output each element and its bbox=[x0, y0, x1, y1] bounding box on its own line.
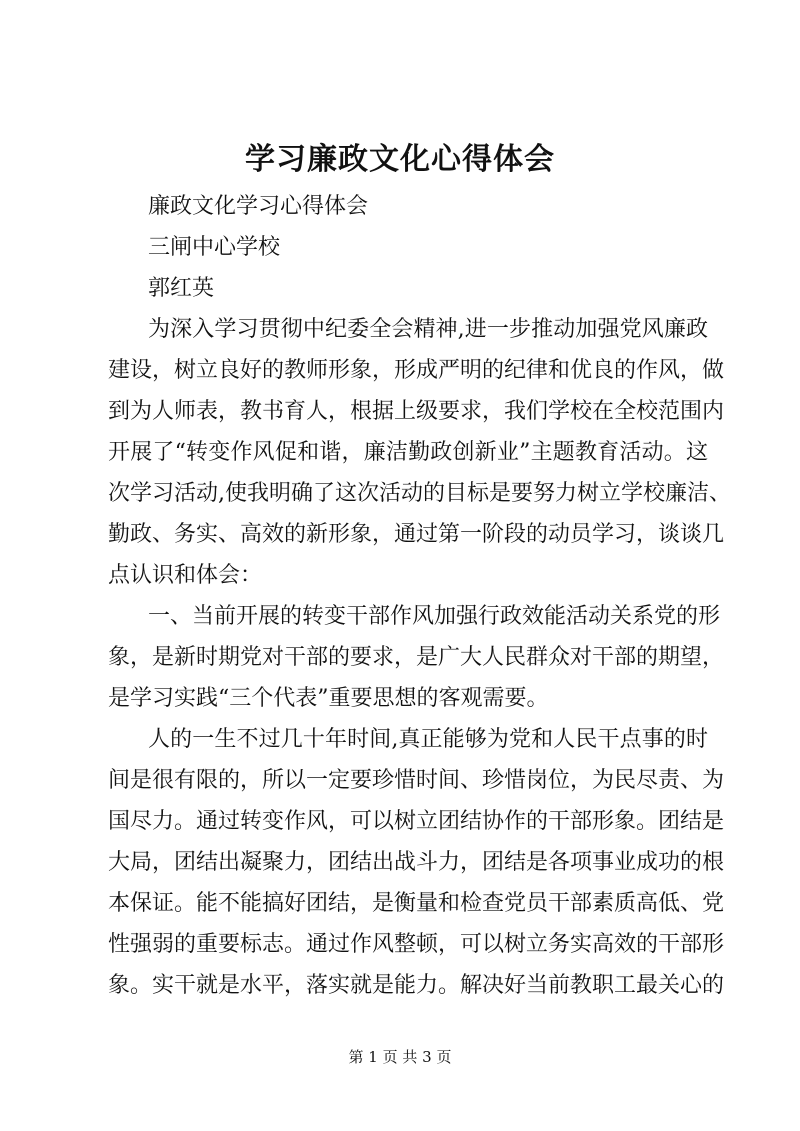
paragraph-line: 人的一生不过几十年时间,真正能够为党和人民干点事的时 bbox=[148, 727, 708, 752]
paragraph-line: 性强弱的重要标志。通过作风整顿，可以树立务实高效的干部形 bbox=[108, 932, 725, 957]
paragraph-line: 建设，树立良好的教师形象，形成严明的纪律和优良的作风，做 bbox=[108, 358, 725, 383]
paragraph-line: 间是很有限的，所以一定要珍惜时间、珍惜岗位，为民尽责、为 bbox=[108, 768, 725, 793]
paragraph-line: 点认识和体会： bbox=[108, 563, 263, 588]
document-title: 学习廉政文化心得体会 bbox=[245, 142, 555, 177]
page-footer: 第 1 页 共 3 页 bbox=[348, 1048, 452, 1066]
paragraph-line: 本保证。能不能搞好团结，是衡量和检查党员干部素质高低、党 bbox=[108, 891, 725, 916]
paragraph-line: 象，是新时期党对干部的要求，是广大人民群众对干部的期望， bbox=[108, 645, 725, 670]
paragraph-line: 为深入学习贯彻中纪委全会精神,进一步推动加强党风廉政 bbox=[148, 317, 708, 342]
school-name: 三闸中心学校 bbox=[148, 235, 281, 260]
document-subtitle: 廉政文化学习心得体会 bbox=[148, 194, 369, 219]
paragraph-line: 开展了“转变作风促和谐，廉洁勤政创新业”主题教育活动。这 bbox=[108, 440, 708, 465]
paragraph-line: 国尽力。通过转变作风，可以树立团结协作的干部形象。团结是 bbox=[108, 809, 725, 834]
author-name: 郭红英 bbox=[148, 276, 215, 301]
paragraph-line: 象。实干就是水平，落实就是能力。解决好当前教职工最关心的 bbox=[108, 973, 725, 998]
paragraph-line: 一、当前开展的转变干部作风加强行政效能活动关系党的形 bbox=[148, 604, 721, 629]
paragraph-line: 勤政、务实、高效的新形象，通过第一阶段的动员学习，谈谈几 bbox=[108, 522, 725, 547]
paragraph-line: 到为人师表，教书育人，根据上级要求，我们学校在全校范围内 bbox=[108, 399, 725, 424]
paragraph-line: 大局，团结出凝聚力，团结出战斗力，团结是各项事业成功的根 bbox=[108, 850, 725, 875]
paragraph-line: 次学习活动,使我明确了这次活动的目标是要努力树立学校廉洁、 bbox=[108, 481, 731, 506]
paragraph-line: 是学习实践“三个代表”重要思想的客观需要。 bbox=[108, 686, 549, 711]
